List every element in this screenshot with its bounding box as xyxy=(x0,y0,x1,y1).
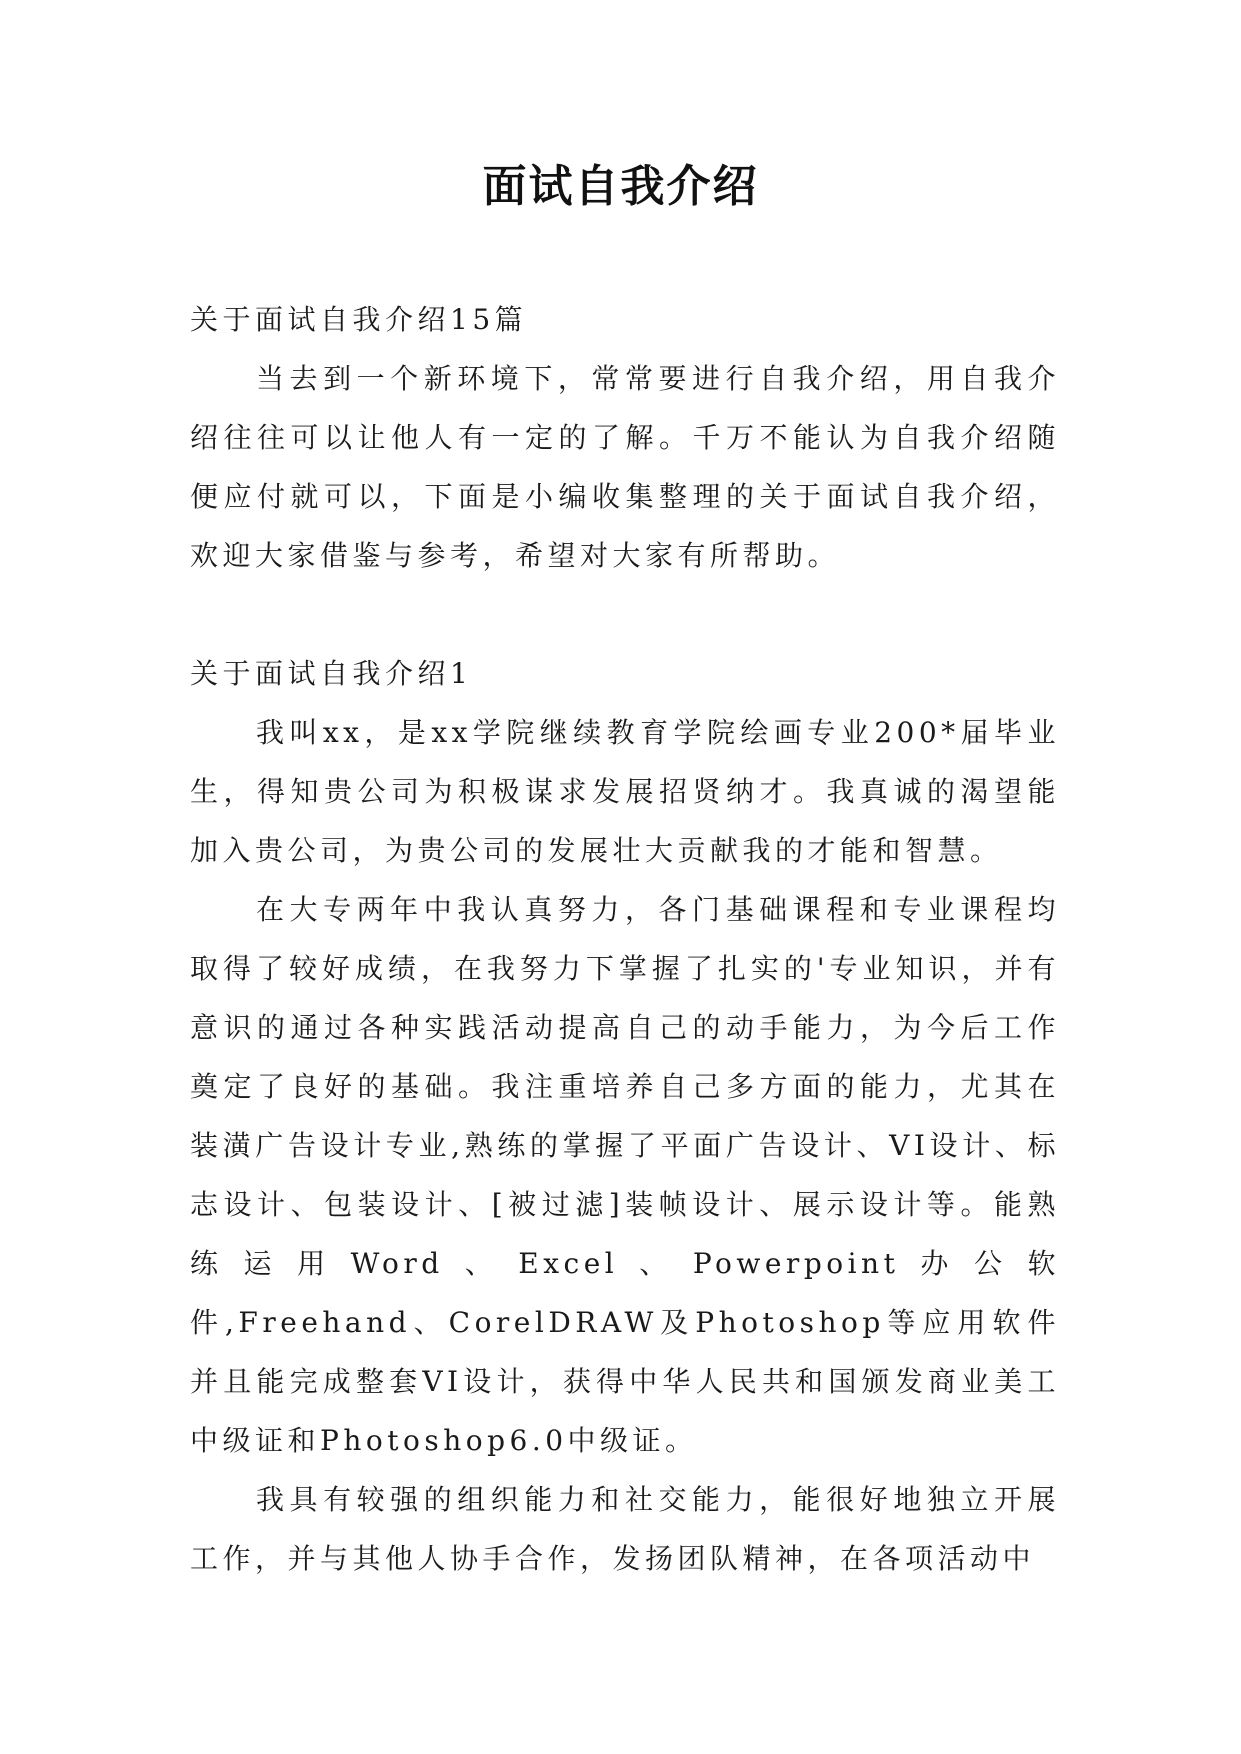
subtitle: 关于面试自我介绍15篇 xyxy=(190,303,528,336)
spacer xyxy=(190,585,1060,644)
section-paragraph-3: 我具有较强的组织能力和社交能力，能很好地独立开展工作，并与其他人协手合作，发扬团队精神，在各项活动中 xyxy=(190,1483,1060,1575)
section-paragraph-1: 我叫xx，是xx学院继续教育学院绘画专业200*届毕业生，得知贵公司为积极谋求发展招贤纳才。我真诚的渴望能加入贵公司，为贵公司的发展壮大贡献我的才能和智慧。 xyxy=(190,716,1060,867)
intro-paragraph: 当去到一个新环境下，常常要进行自我介绍，用自我介绍往往可以让他人有一定的了解。千万不能认为自我介绍随便应付就可以，下面是小编收集整理的关于面试自我介绍，欢迎大家借鉴与参考，希望对大家有所帮助。 xyxy=(190,362,1060,572)
section-heading: 关于面试自我介绍1 xyxy=(190,657,473,690)
document-title: 面试自我介绍 xyxy=(482,161,759,212)
document-body xyxy=(190,290,1060,1588)
section-paragraph-2: 在大专两年中我认真努力，各门基础课程和专业课程均取得了较好成绩，在我努力下掌握了扎实的'专业知识，并有意识的通过各种实践活动提高自己的动手能力，为今后工作奠定了良好的基础。我注重培养自己多方面的能力，尤其在装潢广告设计专业,熟练的掌握了平面广告设计、VI设计、标志设计、包装设计、[被过滤]装帧设计、展示设计等。能熟练运用Word、Excel、Powerpoint办公软件,Freehand、CorelDRAW及Photoshop等应用软件并且能完成整套VI设计，获得中华人民共和国颁发商业美工中级证和Photoshop6.0中级证。 xyxy=(190,893,1060,1457)
